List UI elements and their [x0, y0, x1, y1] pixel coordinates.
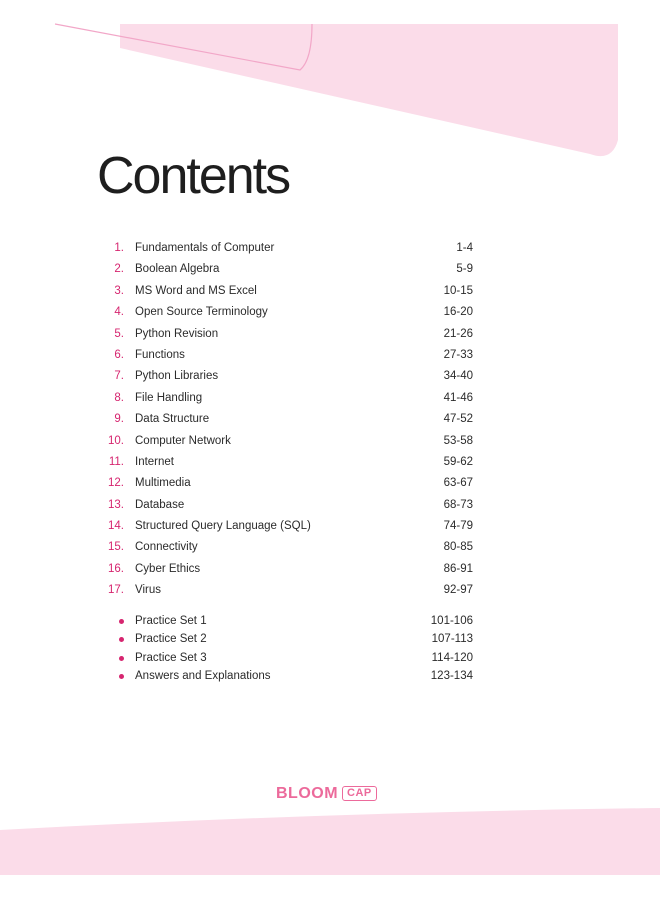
bottom-pink-band [0, 808, 660, 875]
chapter-pages: 10-15 [443, 284, 473, 297]
bullet-icon [119, 656, 124, 661]
page-title: Contents [97, 147, 290, 205]
chapter-row [100, 366, 480, 387]
practice-row [100, 612, 480, 631]
chapter-row [100, 452, 480, 473]
chapter-row [100, 409, 480, 430]
chapter-number: 15. [108, 541, 124, 554]
practice-title: Answers and Explanations [135, 670, 271, 683]
chapter-title: Python Revision [135, 327, 219, 340]
chapter-pages: 86-91 [443, 562, 473, 575]
chapter-title: Cyber Ethics [135, 562, 201, 575]
chapter-row [100, 516, 480, 537]
chapter-title: Python Libraries [135, 370, 219, 383]
chapter-number: 6. [114, 348, 124, 361]
chapter-number: 16. [108, 562, 124, 575]
practice-row [100, 649, 480, 668]
chapter-pages: 74-79 [443, 520, 473, 533]
chapter-pages: 59-62 [443, 455, 473, 468]
chapter-title: Multimedia [135, 477, 191, 490]
chapter-pages: 68-73 [443, 498, 473, 511]
chapter-row [100, 259, 480, 280]
practice-row [100, 667, 480, 686]
chapter-number: 2. [114, 263, 124, 276]
practice-title: Practice Set 1 [135, 614, 207, 627]
chapter-pages: 63-67 [443, 477, 473, 490]
logo-box: CAP [342, 786, 377, 801]
chapter-pages: 1-4 [456, 242, 473, 254]
bullet-icon [119, 674, 124, 679]
chapter-title: Open Source Terminology [135, 306, 268, 319]
practice-title: Practice Set 2 [135, 633, 207, 646]
chapter-pages: 41-46 [443, 391, 473, 404]
chapter-title: Boolean Algebra [135, 263, 220, 276]
chapter-title: Internet [135, 455, 174, 468]
chapter-row [100, 345, 480, 366]
chapter-row [100, 473, 480, 494]
chapter-number: 4. [114, 306, 124, 319]
chapter-pages: 47-52 [443, 413, 473, 426]
practice-pages: 123-134 [430, 670, 473, 683]
chapter-row [100, 495, 480, 516]
chapter-title: Functions [135, 348, 185, 361]
chapter-number: 11. [108, 455, 124, 468]
chapter-row [100, 281, 480, 302]
chapter-list [100, 238, 480, 602]
chapter-pages: 5-9 [456, 263, 473, 276]
chapter-title: Fundamentals of Computer [135, 242, 275, 254]
chapter-title: Virus [135, 584, 161, 597]
chapter-row [100, 559, 480, 580]
chapter-number: 13. [108, 498, 124, 511]
bullet-icon [119, 637, 124, 642]
chapter-number: 8. [114, 391, 124, 404]
practice-pages: 114-120 [431, 651, 473, 664]
practice-title: Practice Set 3 [135, 651, 207, 664]
top-pink-band [120, 24, 618, 156]
chapter-row [100, 238, 480, 259]
table-of-contents [100, 238, 480, 686]
bloomcap-logo [276, 785, 377, 802]
chapter-title: MS Word and MS Excel [135, 284, 257, 297]
chapter-row [100, 388, 480, 409]
chapter-title: Database [135, 498, 185, 511]
chapter-pages: 34-40 [443, 370, 473, 383]
practice-list [100, 612, 480, 686]
practice-row [100, 630, 480, 649]
chapter-pages: 16-20 [443, 306, 473, 319]
chapter-number: 1. [114, 242, 124, 254]
chapter-title: Data Structure [135, 413, 210, 426]
chapter-row [100, 431, 480, 452]
chapter-number: 9. [114, 413, 124, 426]
chapter-row [100, 302, 480, 323]
chapter-number: 5. [114, 327, 124, 340]
chapter-pages: 80-85 [443, 541, 473, 554]
practice-pages: 101-106 [430, 614, 473, 627]
chapter-number: 7. [114, 370, 124, 383]
chapter-number: 17. [108, 584, 124, 597]
chapter-pages: 27-33 [443, 348, 473, 361]
chapter-pages: 92-97 [443, 584, 473, 597]
logo-word: BLOOM [276, 784, 339, 802]
practice-pages: 107-113 [431, 633, 473, 646]
chapter-pages: 53-58 [443, 434, 473, 447]
chapter-row [100, 324, 480, 345]
bullet-icon [119, 619, 124, 624]
chapter-title: File Handling [135, 391, 203, 404]
chapter-title: Computer Network [135, 434, 231, 447]
chapter-row [100, 580, 480, 601]
chapter-row [100, 537, 480, 558]
chapter-pages: 21-26 [443, 327, 473, 340]
chapter-number: 14. [108, 520, 124, 533]
chapter-title: Structured Query Language (SQL) [135, 520, 311, 533]
chapter-number: 3. [114, 284, 124, 297]
chapter-number: 12. [108, 477, 124, 490]
chapter-number: 10. [108, 434, 124, 447]
chapter-title: Connectivity [135, 541, 198, 554]
